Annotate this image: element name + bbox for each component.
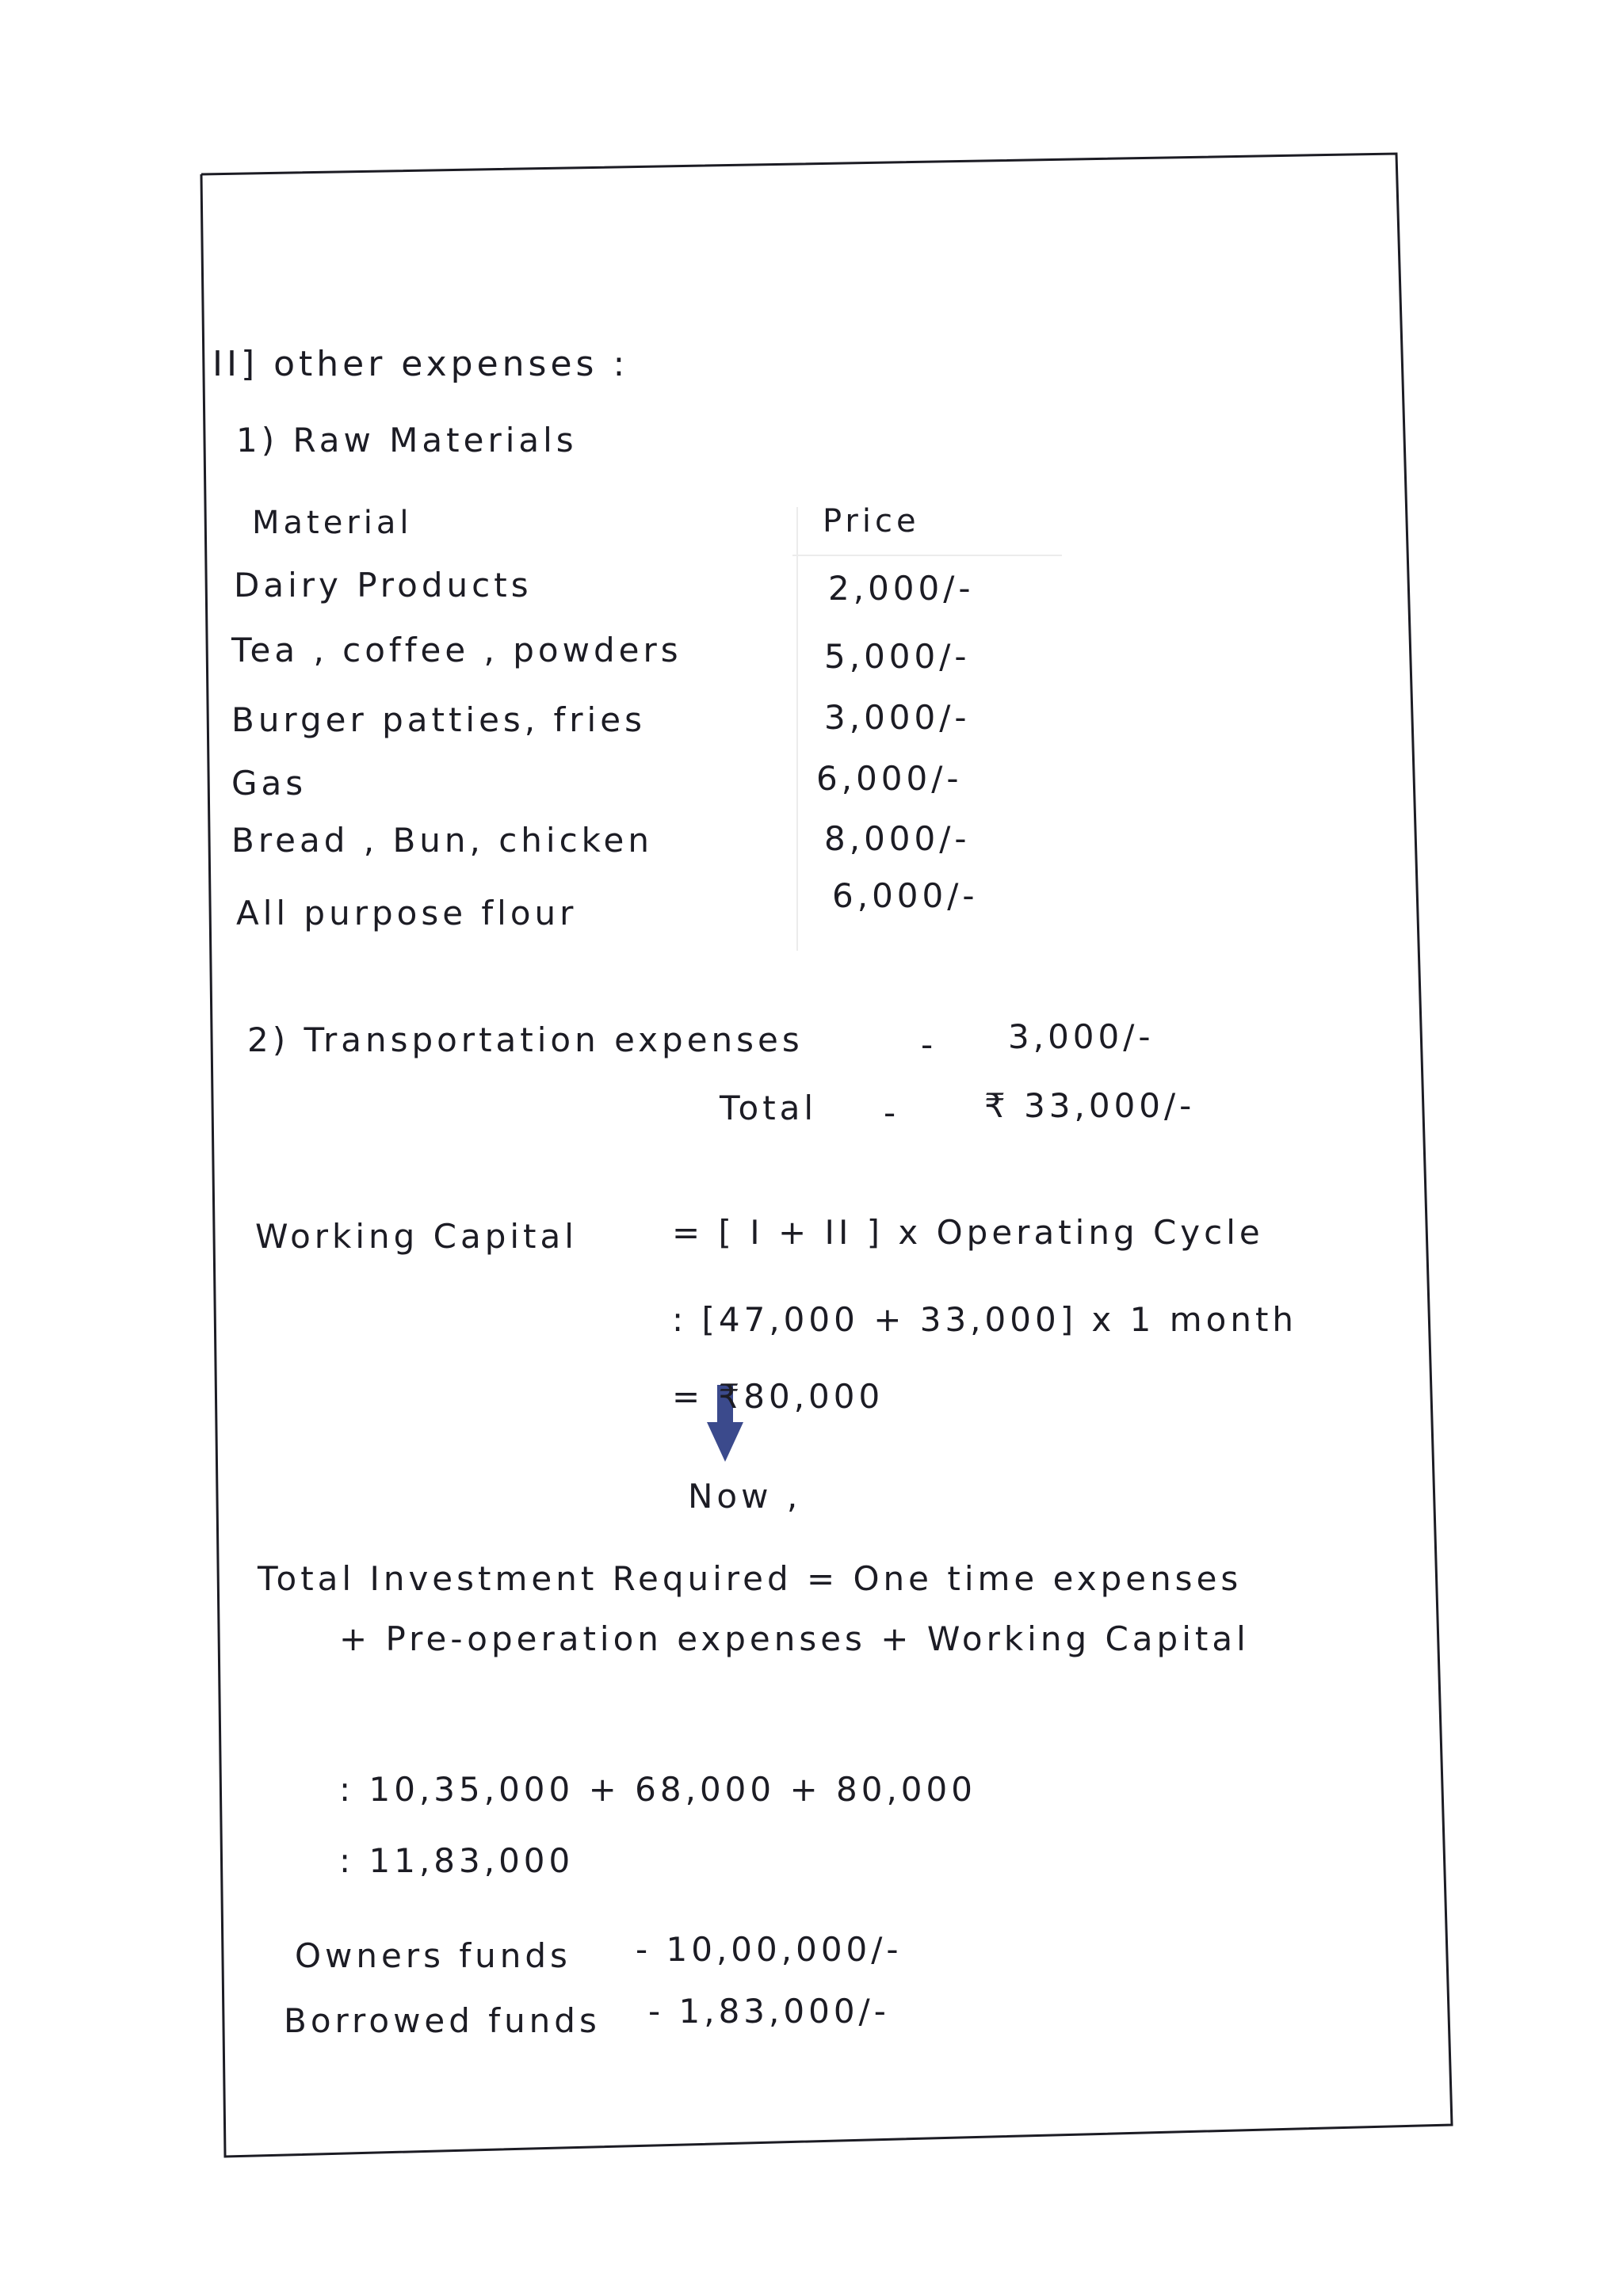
table-row-material: Dairy Products	[234, 566, 533, 605]
section-heading: II] other expenses :	[212, 344, 629, 384]
table-column-divider	[796, 507, 798, 951]
transportation-value: 3,000/-	[1008, 1017, 1155, 1056]
table-row-price: 3,000/-	[824, 698, 971, 737]
table-row-price: 5,000/-	[824, 637, 971, 676]
total-investment-calc1: : 10,35,000 + 68,000 + 80,000	[339, 1770, 976, 1809]
total-investment-line2: + Pre-operation expenses + Working Capital	[339, 1619, 1250, 1658]
owners-funds-value: - 10,00,000/-	[636, 1930, 903, 1969]
working-capital-calc: : [47,000 + 33,000] x 1 month	[672, 1300, 1298, 1339]
owners-funds-label: Owners funds	[295, 1936, 571, 1975]
transportation-dash: -	[921, 1025, 938, 1064]
total-value: ₹ 33,000/-	[984, 1086, 1196, 1125]
table-row-material: Gas	[231, 764, 307, 803]
total-investment-line1: Total Investment Required = One time expenses	[258, 1559, 1243, 1598]
column-header-material: Material	[252, 505, 413, 541]
table-row-price: 8,000/-	[824, 819, 971, 858]
total-investment-calc2: : 11,83,000	[339, 1841, 575, 1880]
table-row-material: All purpose flour	[236, 894, 578, 933]
table-row-material: Tea , coffee , powders	[231, 631, 682, 669]
borrowed-funds-label: Borrowed funds	[284, 2001, 601, 2040]
working-capital-formula: = [ I + II ] x Operating Cycle	[672, 1213, 1264, 1252]
total-label: Total	[720, 1089, 818, 1127]
raw-materials-title: 1) Raw Materials	[236, 421, 578, 460]
transportation-label: 2) Transportation expenses	[247, 1020, 804, 1059]
working-capital-result: = ₹80,000	[672, 1377, 884, 1416]
borrowed-funds-value: - 1,83,000/-	[648, 1992, 890, 2031]
total-dash: -	[884, 1093, 900, 1132]
now-label: Now ,	[688, 1477, 802, 1516]
column-header-price: Price	[823, 503, 920, 540]
table-row-material: Burger patties, fries	[231, 700, 646, 739]
table-row-material: Bread , Bun, chicken	[231, 821, 653, 860]
table-row-price: 2,000/-	[828, 569, 975, 608]
table-row-price: 6,000/-	[816, 759, 963, 798]
table-row-price: 6,000/-	[832, 876, 979, 915]
table-header-divider	[792, 555, 1062, 556]
working-capital-label: Working Capital	[255, 1217, 578, 1256]
